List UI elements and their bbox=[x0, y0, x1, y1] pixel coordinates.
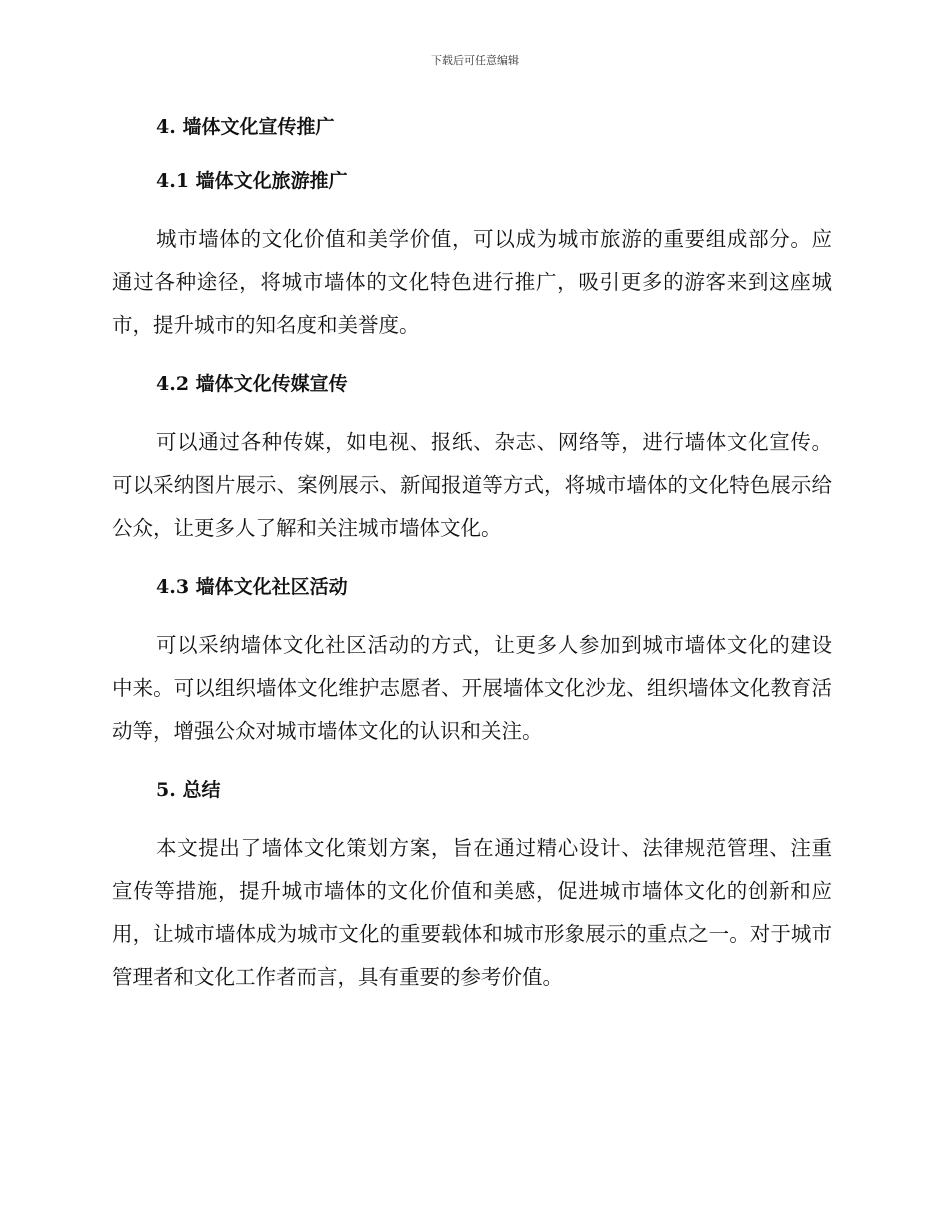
section-4-1-paragraph: 城市墙体的文化价值和美学价值，可以成为城市旅游的重要组成部分。应通过各种途径，将城市墙体的文化特色进行推广，吸引更多的游客来到这座城市，提升城市的知名度和美誉度。 bbox=[112, 227, 832, 337]
page-header-note: 下载后可任意编辑 bbox=[431, 54, 519, 67]
section-4-3-heading: 4.3 墙体文化社区活动 bbox=[156, 576, 348, 598]
section-5-heading: 5. 总结 bbox=[156, 779, 221, 801]
section-4-2-paragraph: 可以通过各种传媒，如电视、报纸、杂志、网络等，进行墙体文化宣传。可以采纳图片展示、案例展示、新闻报道等方式，将城市墙体的文化特色展示给公众，让更多人了解和关注城市墙体文化。 bbox=[112, 430, 832, 540]
section-4-3-paragraph: 可以采纳墙体文化社区活动的方式，让更多人参加到城市墙体文化的建设中来。可以组织墙体文化维护志愿者、开展墙体文化沙龙、组织墙体文化教育活动等，增强公众对城市墙体文化的认识和关注。 bbox=[112, 633, 832, 743]
document-body bbox=[112, 110, 832, 999]
section-4-2-heading: 4.2 墙体文化传媒宣传 bbox=[156, 373, 348, 395]
section-4-1-heading: 4.1 墙体文化旅游推广 bbox=[156, 170, 348, 192]
section-5-paragraph: 本文提出了墙体文化策划方案，旨在通过精心设计、法律规范管理、注重宣传等措施，提升城市墙体的文化价值和美感，促进城市墙体文化的创新和应用，让城市墙体成为城市文化的重要载体和城市形象展示的重点之一。对于城市管理者和文化工作者而言，具有重要的参考价值。 bbox=[112, 836, 832, 989]
section-4-heading: 4. 墙体文化宣传推广 bbox=[156, 116, 335, 138]
